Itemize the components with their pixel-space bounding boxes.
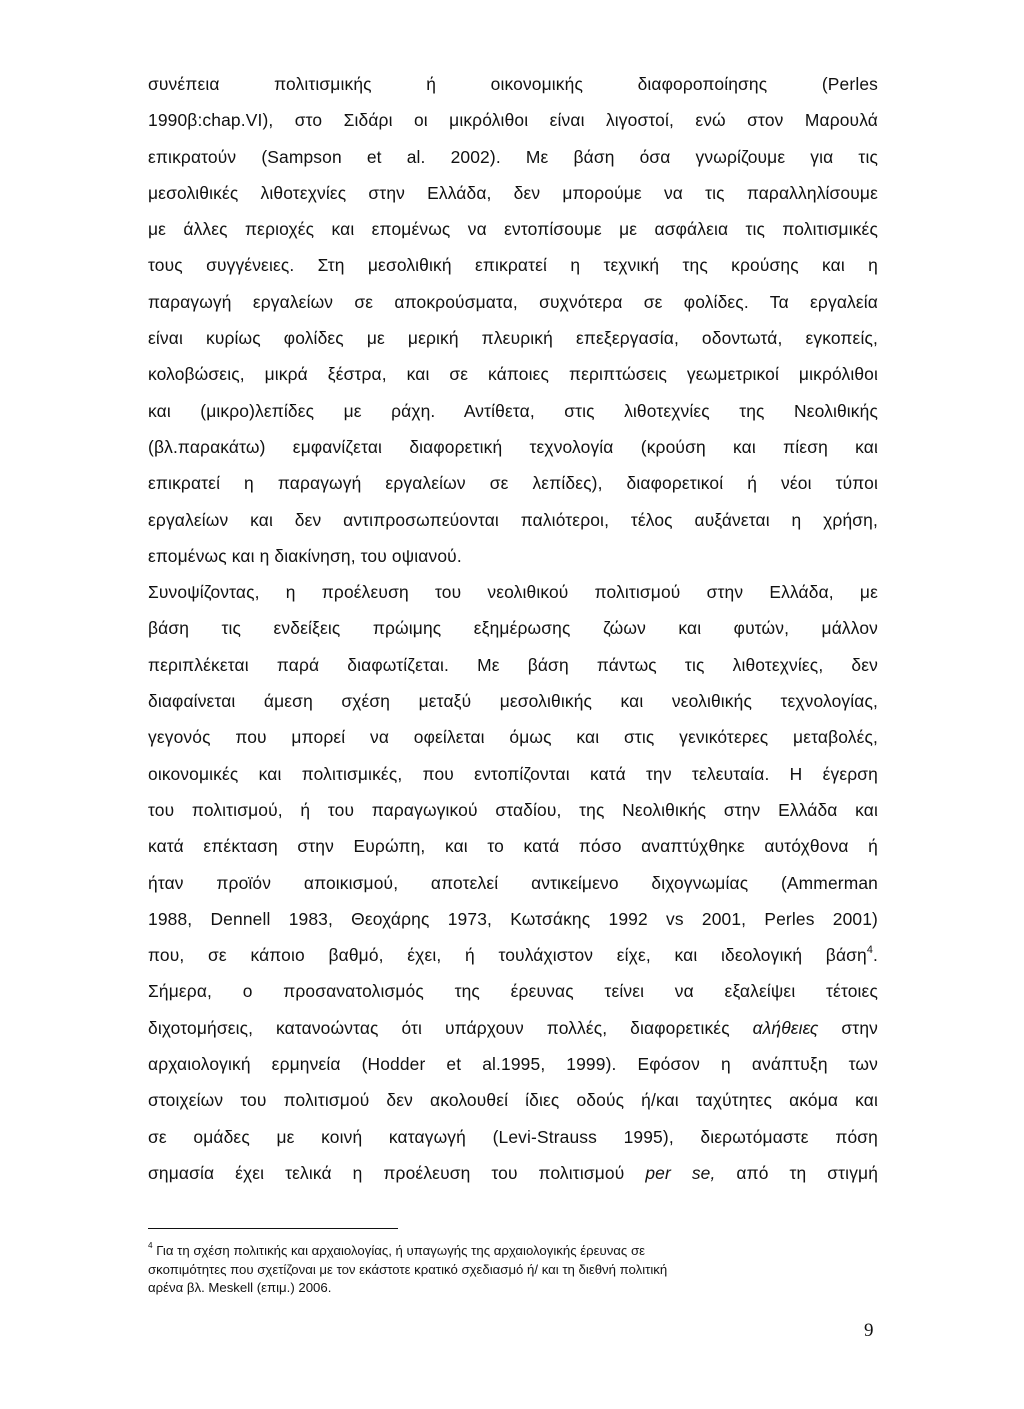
- text-line-with-italic: [148, 1010, 878, 1046]
- italic-term: per se,: [645, 1162, 716, 1183]
- footnote: [148, 1242, 878, 1298]
- text-line: μεσολιθικές λιθοτεχνίες στην Ελλάδα, δεν μπορούμε να τις παραλληλίσουμε: [148, 182, 878, 203]
- text-line: αρχαιολογική ερμηνεία (Hodder et al.1995, 1999). Εφόσον η ανάπτυξη των: [148, 1054, 878, 1075]
- text-fragment: .: [873, 945, 878, 966]
- text-line: κατά επέκταση στην Ευρώπη, και το κατά πόσο αναπτύχθηκε αυτόχθονα ή: [148, 836, 878, 857]
- text-line-with-italic: [148, 1155, 878, 1191]
- text-line: εργαλείων και δεν αντιπροσωπεύονται παλιότεροι, τέλος αυξάνεται η χρήση,: [148, 509, 878, 530]
- text-line: 1990β:chap.VI), στο Σιδάρι οι μικρόλιθοι είναι λιγοστοί, ενώ στον Μαρουλά: [148, 110, 878, 131]
- footnote-separator: [148, 1228, 398, 1229]
- footnote-number: 4: [148, 1241, 153, 1251]
- text-fragment: που, σε κάποιο βαθμό, έχει, ή τουλάχιστον είχε, και ιδεολογική βάση: [148, 945, 867, 966]
- body-text: [148, 66, 878, 1191]
- italic-term: αλήθειες: [752, 1017, 819, 1038]
- text-line: Σήμερα, ο προσανατολισμός της έρευνας τείνει να εξαλείψει τέτοιες: [148, 981, 878, 1002]
- paragraph-start-line: Συνοψίζοντας, η προέλευση του νεολιθικού πολιτισμού στην Ελλάδα, με: [148, 582, 878, 603]
- text-line: είναι κυρίως φολίδες με μερική πλευρική επεξεργασία, οδοντωτά, εγκοπείς,: [148, 328, 878, 349]
- text-line-with-footnote-ref: [148, 937, 878, 973]
- footnote-line: αρένα βλ. Meskell (επιμ.) 2006.: [148, 1280, 332, 1296]
- text-line: επικρατούν (Sampson et al. 2002). Με βάση όσα γνωρίζουμε για τις: [148, 146, 878, 167]
- text-line: οικονομικές και πολιτισμικές, που εντοπίζονται κατά την τελευταία. Η έγερση: [148, 763, 878, 784]
- text-line: ήταν προϊόν αποικισμού, αποτελεί αντικείμενο διχογνωμίας (Ammerman: [148, 872, 878, 893]
- text-line: γεγονός που μπορεί να οφείλεται όμως και στις γενικότερες μεταβολές,: [148, 727, 878, 748]
- text-fragment: σημασία έχει τελικά η προέλευση του πολιτισμού: [148, 1162, 625, 1183]
- text-line: κολοβώσεις, μικρά ξέστρα, και σε κάποιες περιπτώσεις γεωμετρικοί μικρόλιθοι: [148, 364, 878, 385]
- text-line: επικρατεί η παραγωγή εργαλείων σε λεπίδες), διαφορετικοί ή νέοι τύποι: [148, 473, 878, 494]
- text-fragment: στην: [841, 1017, 878, 1038]
- text-line: περιπλέκεται παρά διαφωτίζεται. Με βάση πάντως τις λιθοτεχνίες, δεν: [148, 654, 878, 675]
- text-line: και (μικρο)λεπίδες με ράχη. Αντίθετα, στις λιθοτεχνίες της Νεολιθικής: [148, 400, 878, 421]
- text-line: τους συγγένειες. Στη μεσολιθική επικρατεί η τεχνική της κρούσης και η: [148, 255, 878, 276]
- text-fragment: Για τη σχέση πολιτικής και αρχαιολογίας, ή υπαγωγής της αρχαιολογικής έρευνας σε: [156, 1243, 645, 1258]
- footnote-line: [148, 1242, 878, 1261]
- text-line: (βλ.παρακάτω) εμφανίζεται διαφορετική τεχνολογία (κρούση και πίεση και: [148, 436, 878, 457]
- footnote-line: σκοπιμότητες που σχετίζοναι με τον εκάστοτε κρατικό σχεδιασμό ή/ και τη διεθνή πολιτική: [148, 1261, 668, 1277]
- text-line: βάση τις ενδείξεις πρώιμης εξημέρωσης ζώων και φυτών, μάλλον: [148, 618, 878, 639]
- text-line: σε ομάδες με κοινή καταγωγή (Levi-Strauss 1995), διερωτόμαστε πόση: [148, 1126, 878, 1147]
- text-line: του πολιτισμού, ή του παραγωγικού σταδίου, της Νεολιθικής στην Ελλάδα και: [148, 799, 878, 820]
- footnote-reference[interactable]: 4: [866, 943, 874, 956]
- text-line: 1988, Dennell 1983, Θεοχάρης 1973, Κωτσάκης 1992 vs 2001, Perles 2001): [148, 908, 878, 929]
- text-line: διαφαίνεται άμεση σχέση μεταξύ μεσολιθικής και νεολιθικής τεχνολογίας,: [148, 691, 878, 712]
- text-line: επομένως και η διακίνηση, του οψιανού.: [148, 545, 462, 566]
- text-line: παραγωγή εργαλείων σε αποκρούσματα, συχνότερα σε φολίδες. Τα εργαλεία: [148, 291, 878, 312]
- text-fragment: από τη στιγμή: [736, 1162, 879, 1183]
- text-line: συνέπεια πολιτισμικής ή οικονομικής διαφοροποίησης (Perles: [148, 74, 878, 94]
- text-line: στοιχείων του πολιτισμού δεν ακολουθεί ίδιες οδούς ή/και ταχύτητες ακόμα και: [148, 1090, 878, 1111]
- text-fragment: διχοτομήσεις, κατανοώντας ότι υπάρχουν πολλές, διαφορετικές: [148, 1017, 730, 1038]
- text-line: με άλλες περιοχές και επομένως να εντοπίσουμε με ασφάλεια τις πολιτισμικές: [148, 219, 878, 240]
- page-number: 9: [864, 1320, 874, 1341]
